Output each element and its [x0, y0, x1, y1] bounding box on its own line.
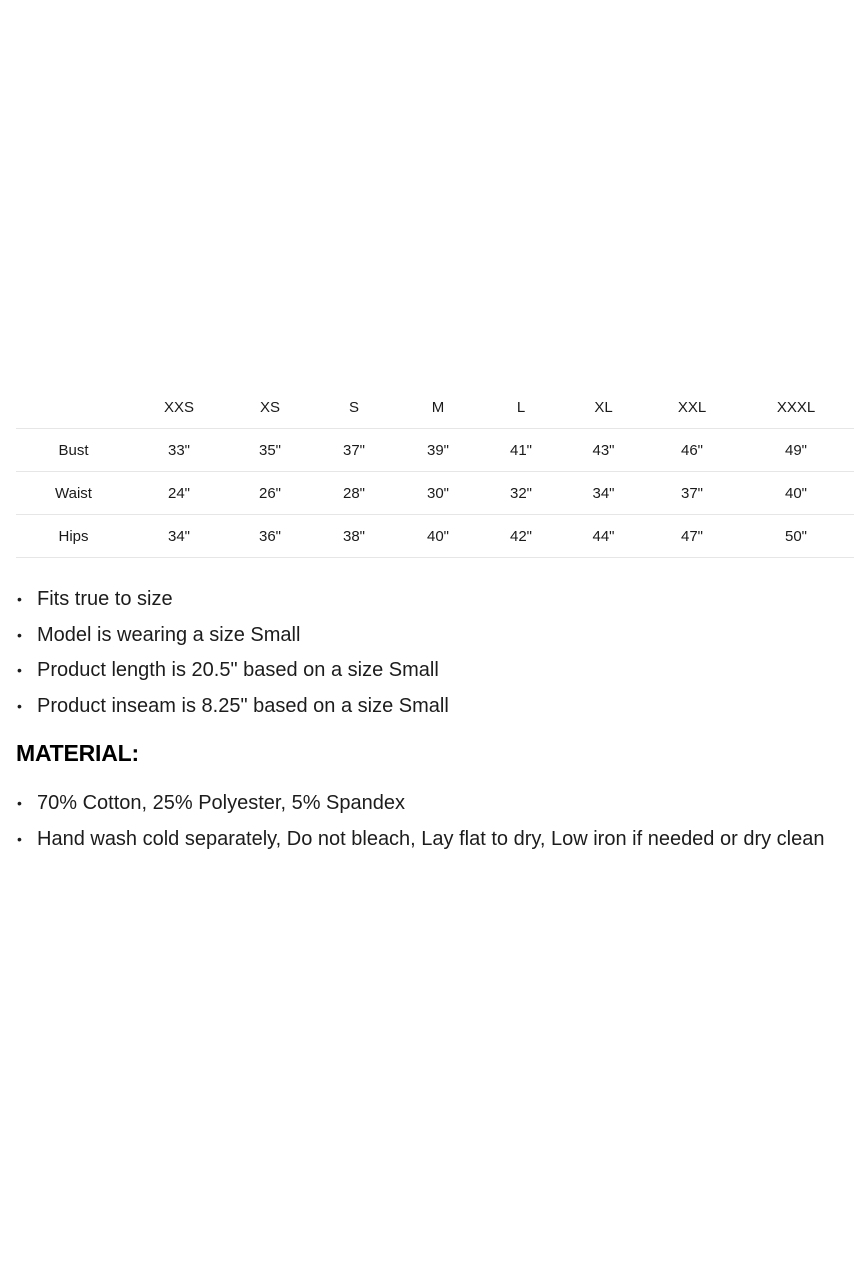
table-row-waist	[16, 472, 854, 515]
bullet-icon: •	[17, 591, 22, 607]
table-cell: 38"	[313, 515, 395, 558]
size-header-xxl: XXL	[677, 398, 707, 416]
material-item-text: Hand wash cold separately, Do not bleach, Lay flat to dry, Low iron if needed or dry clean	[37, 827, 825, 850]
fit-note-text: Product length is 20.5" based on a size Small	[37, 659, 439, 681]
fit-notes-list	[16, 582, 836, 724]
table-cell: 30"	[395, 472, 481, 515]
size-header-row	[16, 386, 854, 429]
table-cell: 28"	[313, 472, 395, 515]
list-item	[16, 653, 836, 689]
table-cell: 43"	[561, 429, 646, 472]
row-label-hips: Hips	[16, 515, 131, 558]
table-cell: 41"	[481, 429, 561, 472]
list-item	[16, 689, 836, 725]
size-header-xxs: XXS	[163, 398, 194, 416]
material-item-text: 70% Cotton, 25% Polyester, 5% Spandex	[37, 792, 406, 814]
bullet-icon: •	[17, 830, 22, 847]
list-item	[16, 618, 836, 654]
material-heading: MATERIAL:	[16, 740, 139, 766]
list-item	[16, 582, 836, 618]
table-row-hips	[16, 515, 854, 558]
table-cell: 39"	[395, 429, 481, 472]
table-cell: 35"	[227, 429, 313, 472]
bullet-icon: •	[17, 795, 22, 811]
table-cell: 50"	[738, 515, 854, 558]
table-cell: 37"	[646, 472, 738, 515]
size-chart-table	[16, 386, 854, 558]
table-cell: 36"	[227, 515, 313, 558]
table-cell: 33"	[131, 429, 227, 472]
table-row-bust	[16, 429, 854, 472]
table-cell: 26"	[227, 472, 313, 515]
table-cell: 37"	[313, 429, 395, 472]
table-cell: 47"	[646, 515, 738, 558]
table-cell: 32"	[481, 472, 561, 515]
size-header-s: S	[348, 398, 359, 416]
list-item	[16, 786, 846, 822]
row-label-bust: Bust	[16, 429, 131, 472]
size-header-m: M	[431, 398, 445, 416]
row-label-waist: Waist	[16, 472, 131, 515]
table-cell: 44"	[561, 515, 646, 558]
table-cell: 24"	[131, 472, 227, 515]
table-cell: 42"	[481, 515, 561, 558]
table-cell: 34"	[561, 472, 646, 515]
table-cell: 40"	[395, 515, 481, 558]
size-header-xxxl: XXXL	[776, 398, 816, 416]
fit-note-text: Model is wearing a size Small	[37, 623, 301, 646]
table-cell: 40"	[738, 472, 854, 515]
material-list	[16, 786, 846, 857]
bullet-icon: •	[17, 662, 22, 678]
table-cell: 46"	[646, 429, 738, 472]
fit-note-text: Fits true to size	[37, 588, 173, 610]
size-header-xs: XS	[259, 398, 280, 416]
size-header-xl: XL	[594, 398, 613, 416]
table-cell: 49"	[738, 429, 854, 472]
size-header-l: L	[516, 398, 526, 416]
size-header-corner	[16, 386, 131, 429]
bullet-icon: •	[17, 626, 22, 643]
list-item	[16, 822, 846, 858]
bullet-icon: •	[17, 697, 22, 714]
table-cell: 34"	[131, 515, 227, 558]
fit-note-text: Product inseam is 8.25" based on a size Small	[37, 694, 449, 717]
